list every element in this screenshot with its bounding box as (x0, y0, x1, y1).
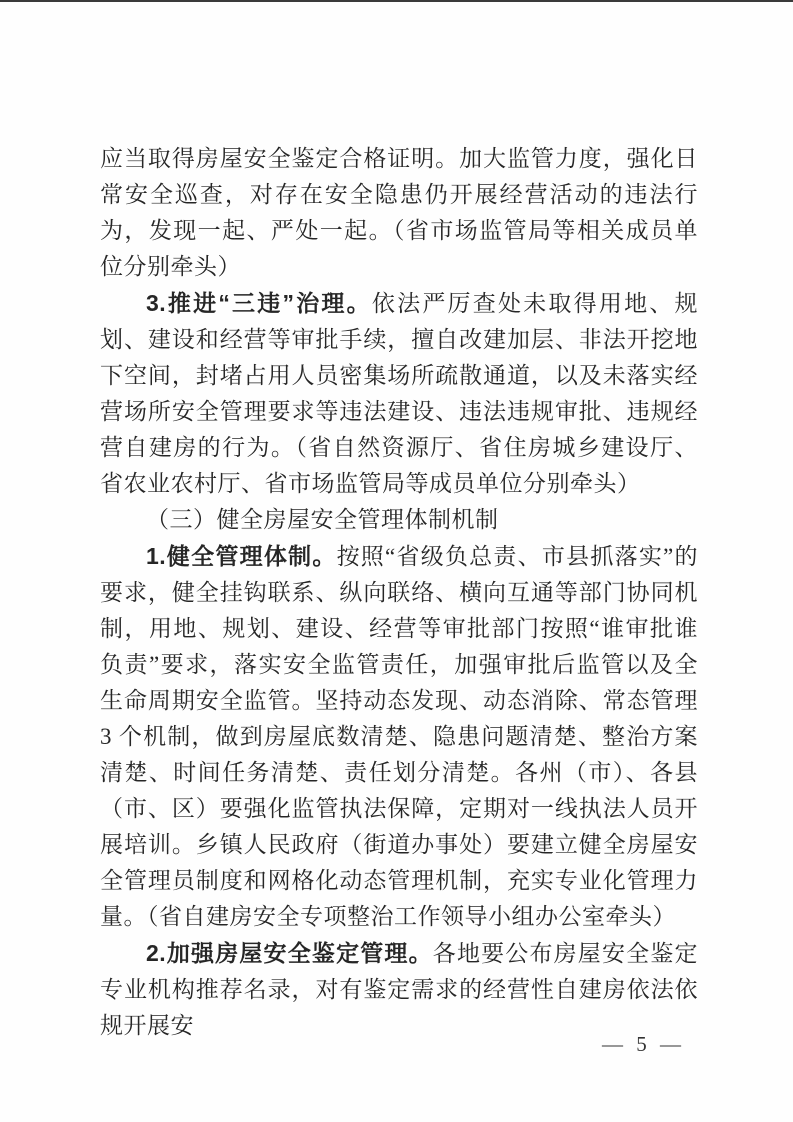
document-body (100, 140, 698, 1044)
page-number: — 5 — (602, 1032, 685, 1056)
paragraph (100, 140, 698, 285)
paragraph-lead: 2.加强房屋安全鉴定管理。 (146, 940, 433, 966)
paragraph-text: 按照“省级负总责、市县抓落实”的要求，健全挂钩联系、纵向联络、横向互通等部门协同机制，用地、规划、建设、经营等审批部门按照“谁审批谁负责”要求，落实安全监管责任，加强审批后监管以及全生命周期安全监管。坚持动态发现、动态消除、常态管理 3 个机制，做到房屋底数清楚、隐患问题清楚、整治方案清楚、时间任务清楚、责任划分清楚。各州（市）、各县（市、区）要强化监管执法保障，定期对一线执法人员开展培训。乡镇人民政府（街道办事处）要建立健全房屋安全管理员制度和网格化动态管理机制，充实专业化管理力量。（省自建房安全专项整治工作领导小组办公室牵头） (100, 544, 698, 929)
paragraph-text: 应当取得房屋安全鉴定合格证明。加大监管力度，强化日常安全巡查，对存在安全隐患仍开展经营活动的违法行为，发现一起、严处一起。（省市场监管局等相关成员单位分别牵头） (100, 146, 698, 279)
scan-edge-artifact (0, 0, 793, 2)
section-heading (100, 502, 698, 538)
paragraph-text: 依法严厉查处未取得用地、规划、建设和经营等审批手续，擅自改建加层、非法开挖地下空间，封堵占用人员密集场所疏散通道，以及未落实经营场所安全管理要求等违法建设、违法违规审批、违规经营自建房的行为。（省自然资源厅、省住房城乡建设厅、省农业农村厅、省市场监管局等成员单位分别牵头） (100, 291, 698, 496)
section-heading-text: （三）健全房屋安全管理体制机制 (146, 507, 499, 532)
paragraph (100, 935, 698, 1044)
paragraph-text: 各地要公布房屋安全鉴定专业机构推荐名录，对有鉴定需求的经营性自建房依法依规开展安 (100, 941, 698, 1038)
paragraph-lead: 1.健全管理体制。 (146, 543, 337, 569)
paragraph-lead: 3.推进“三违”治理。 (146, 290, 372, 316)
paragraph (100, 538, 698, 935)
paragraph (100, 285, 698, 502)
